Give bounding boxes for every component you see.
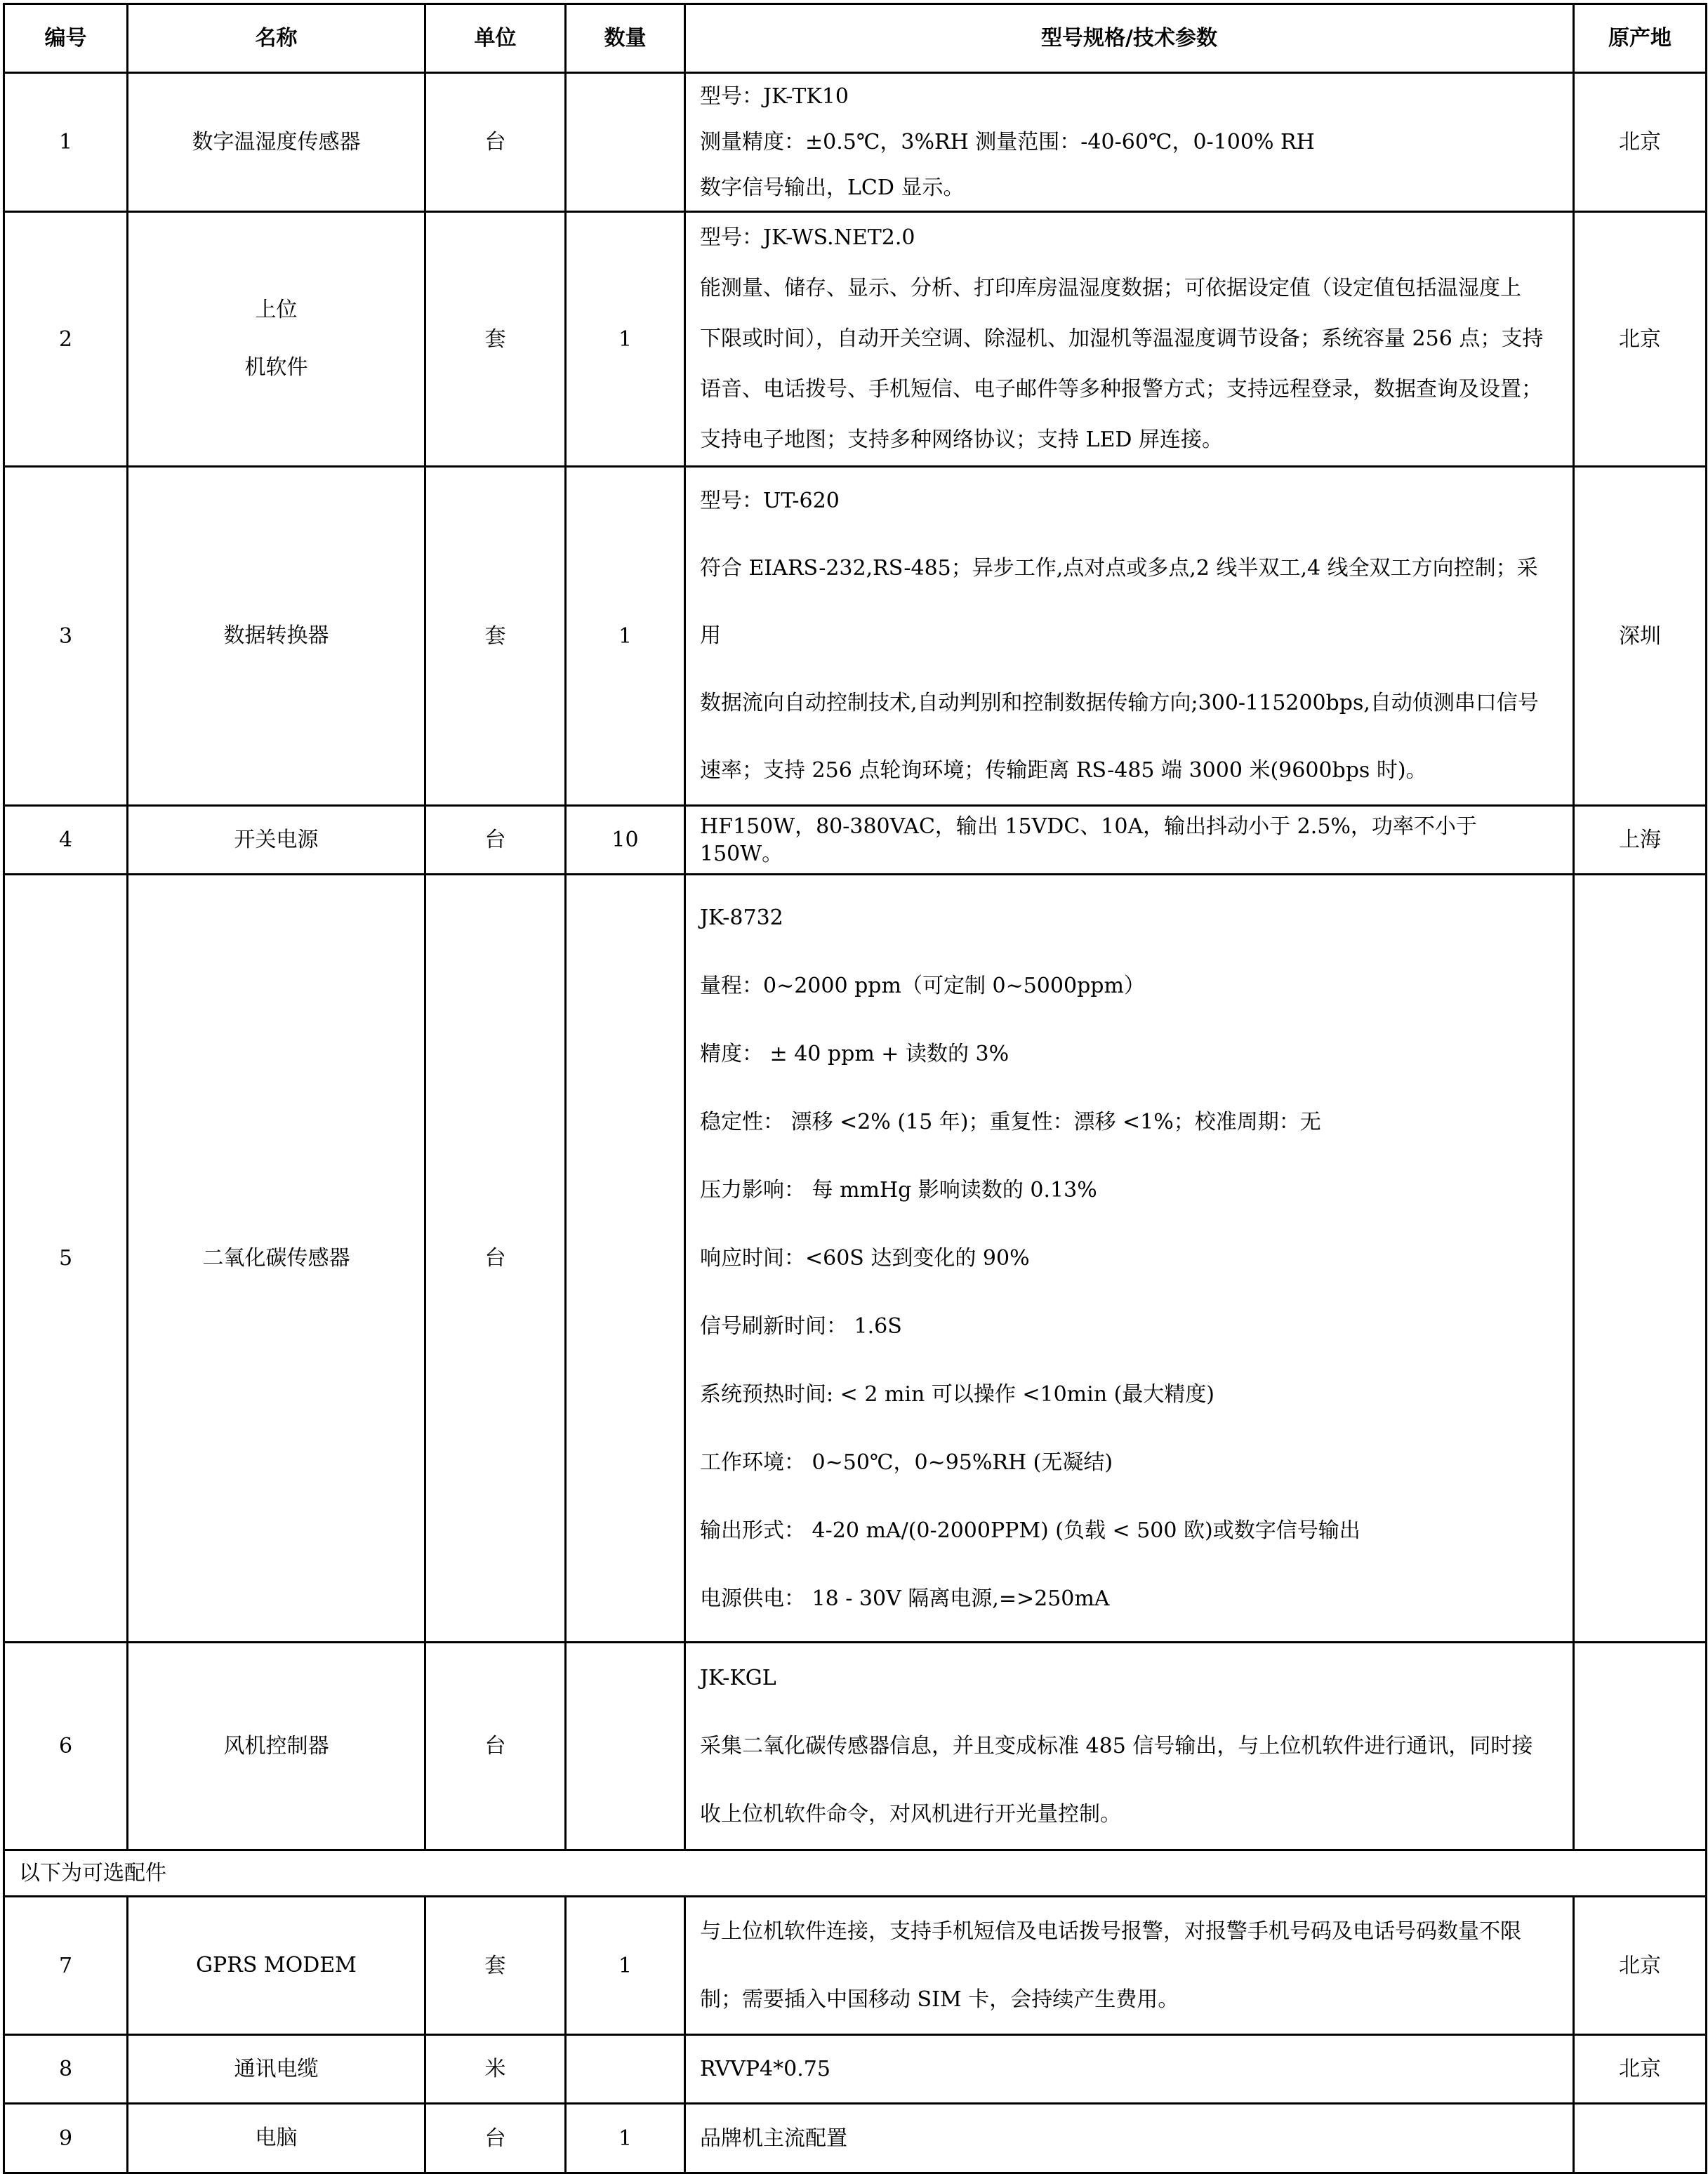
cell-name: 风机控制器 bbox=[128, 1643, 425, 1850]
cell-origin bbox=[1574, 2104, 1707, 2173]
cell-qty: 1 bbox=[566, 212, 685, 467]
table-row bbox=[4, 806, 1707, 875]
cell-spec: RVVP4*0.75 bbox=[685, 2035, 1574, 2104]
cell-no: 8 bbox=[4, 2035, 128, 2104]
optional-section-label: 以下为可选配件 bbox=[4, 1850, 1707, 1897]
header-origin: 原产地 bbox=[1574, 4, 1707, 73]
section-row bbox=[4, 1850, 1707, 1897]
table-row bbox=[4, 2104, 1707, 2173]
cell-unit: 套 bbox=[425, 467, 566, 806]
cell-spec: JK-8732 量程：0~2000 ppm（可定制 0~5000ppm） 精度： ± 40 ppm + 读数的 3% 稳定性： 漂移 <2% (15 年)；重复性：漂移 <1%；校准周期：无 压力影响： 每 mmHg 影响读数的 0.13% 响应时间：<60S 达到变化的 90% 信号刷新时间： 1.6S 系统预热时间: < 2 min 可以操作 <10min (最大精度) 工作环境： 0~50℃，0~95%RH (无凝结) 输出形式： 4-20 mA/(0-2000PPM) (负载 < 500 欧)或数字信号输出 电源供电： 18 - 30V 隔离电源,=>250mA bbox=[685, 875, 1574, 1643]
cell-origin: 深圳 bbox=[1574, 467, 1707, 806]
cell-qty bbox=[566, 2035, 685, 2104]
header-row bbox=[4, 4, 1707, 73]
cell-unit: 套 bbox=[425, 1897, 566, 2035]
cell-no: 4 bbox=[4, 806, 128, 875]
cell-spec: 品牌机主流配置 bbox=[685, 2104, 1574, 2173]
cell-name: 电脑 bbox=[128, 2104, 425, 2173]
cell-unit: 台 bbox=[425, 2104, 566, 2173]
cell-origin: 北京 bbox=[1574, 73, 1707, 212]
table-row bbox=[4, 1897, 1707, 2035]
header-no: 编号 bbox=[4, 4, 128, 73]
cell-origin: 北京 bbox=[1574, 212, 1707, 467]
table-row bbox=[4, 467, 1707, 806]
cell-origin: 北京 bbox=[1574, 2035, 1707, 2104]
cell-no: 6 bbox=[4, 1643, 128, 1850]
table-row bbox=[4, 1643, 1707, 1850]
cell-unit: 米 bbox=[425, 2035, 566, 2104]
cell-name: GPRS MODEM bbox=[128, 1897, 425, 2035]
cell-qty bbox=[566, 1643, 685, 1850]
cell-qty: 1 bbox=[566, 1897, 685, 2035]
equipment-spec-table bbox=[3, 3, 1707, 2174]
header-unit: 单位 bbox=[425, 4, 566, 73]
cell-origin bbox=[1574, 875, 1707, 1643]
cell-no: 1 bbox=[4, 73, 128, 212]
cell-spec: HF150W，80-380VAC，输出 15VDC、10A，输出抖动小于 2.5%，功率不小于 150W。 bbox=[685, 806, 1574, 875]
cell-no: 5 bbox=[4, 875, 128, 1643]
cell-name: 开关电源 bbox=[128, 806, 425, 875]
cell-spec: JK-KGL 采集二氧化碳传感器信息，并且变成标准 485 信号输出，与上位机软件进行通讯，同时接 收上位机软件命令，对风机进行开光量控制。 bbox=[685, 1643, 1574, 1850]
header-qty: 数量 bbox=[566, 4, 685, 73]
header-spec: 型号规格/技术参数 bbox=[685, 4, 1574, 73]
cell-no: 3 bbox=[4, 467, 128, 806]
table-row bbox=[4, 2035, 1707, 2104]
cell-name: 数据转换器 bbox=[128, 467, 425, 806]
cell-spec: 型号：JK-WS.NET2.0 能测量、储存、显示、分析、打印库房温湿度数据；可依据设定值（设定值包括温湿度上 下限或时间），自动开关空调、除湿机、加湿机等温湿度调节设备；系统容量 256 点；支持 语音、电话拨号、手机短信、电子邮件等多种报警方式；支持远程登录，数据查询及设置； 支持电子地图；支持多种网络协议；支持 LED 屏连接。 bbox=[685, 212, 1574, 467]
cell-qty: 1 bbox=[566, 2104, 685, 2173]
cell-qty bbox=[566, 73, 685, 212]
cell-qty bbox=[566, 875, 685, 1643]
cell-spec: 型号：JK-TK10 测量精度：±0.5℃，3%RH 测量范围：-40-60℃，0-100% RH 数字信号输出，LCD 显示。 bbox=[685, 73, 1574, 212]
cell-spec: 与上位机软件连接，支持手机短信及电话拨号报警，对报警手机号码及电话号码数量不限 制；需要插入中国移动 SIM 卡，会持续产生费用。 bbox=[685, 1897, 1574, 2035]
cell-origin bbox=[1574, 1643, 1707, 1850]
cell-qty: 10 bbox=[566, 806, 685, 875]
table-row bbox=[4, 73, 1707, 212]
cell-unit: 台 bbox=[425, 1643, 566, 1850]
cell-qty: 1 bbox=[566, 467, 685, 806]
table-row bbox=[4, 875, 1707, 1643]
cell-origin: 北京 bbox=[1574, 1897, 1707, 2035]
cell-unit: 套 bbox=[425, 212, 566, 467]
cell-name: 数字温湿度传感器 bbox=[128, 73, 425, 212]
cell-unit: 台 bbox=[425, 73, 566, 212]
table-row bbox=[4, 212, 1707, 467]
header-name: 名称 bbox=[128, 4, 425, 73]
cell-name: 通讯电缆 bbox=[128, 2035, 425, 2104]
cell-spec: 型号：UT-620 符合 EIARS-232,RS-485；异步工作,点对点或多点,2 线半双工,4 线全双工方向控制；采用 数据流向自动控制技术,自动判别和控制数据传输方向;300-115200bps,自动侦测串口信号 速率；支持 256 点轮询环境；传输距离 RS-485 端 3000 米(9600bps 时)。 bbox=[685, 467, 1574, 806]
cell-unit: 台 bbox=[425, 806, 566, 875]
cell-no: 7 bbox=[4, 1897, 128, 2035]
cell-name: 上位 机软件 bbox=[128, 212, 425, 467]
cell-unit: 台 bbox=[425, 875, 566, 1643]
cell-origin: 上海 bbox=[1574, 806, 1707, 875]
cell-no: 9 bbox=[4, 2104, 128, 2173]
cell-name: 二氧化碳传感器 bbox=[128, 875, 425, 1643]
cell-no: 2 bbox=[4, 212, 128, 467]
